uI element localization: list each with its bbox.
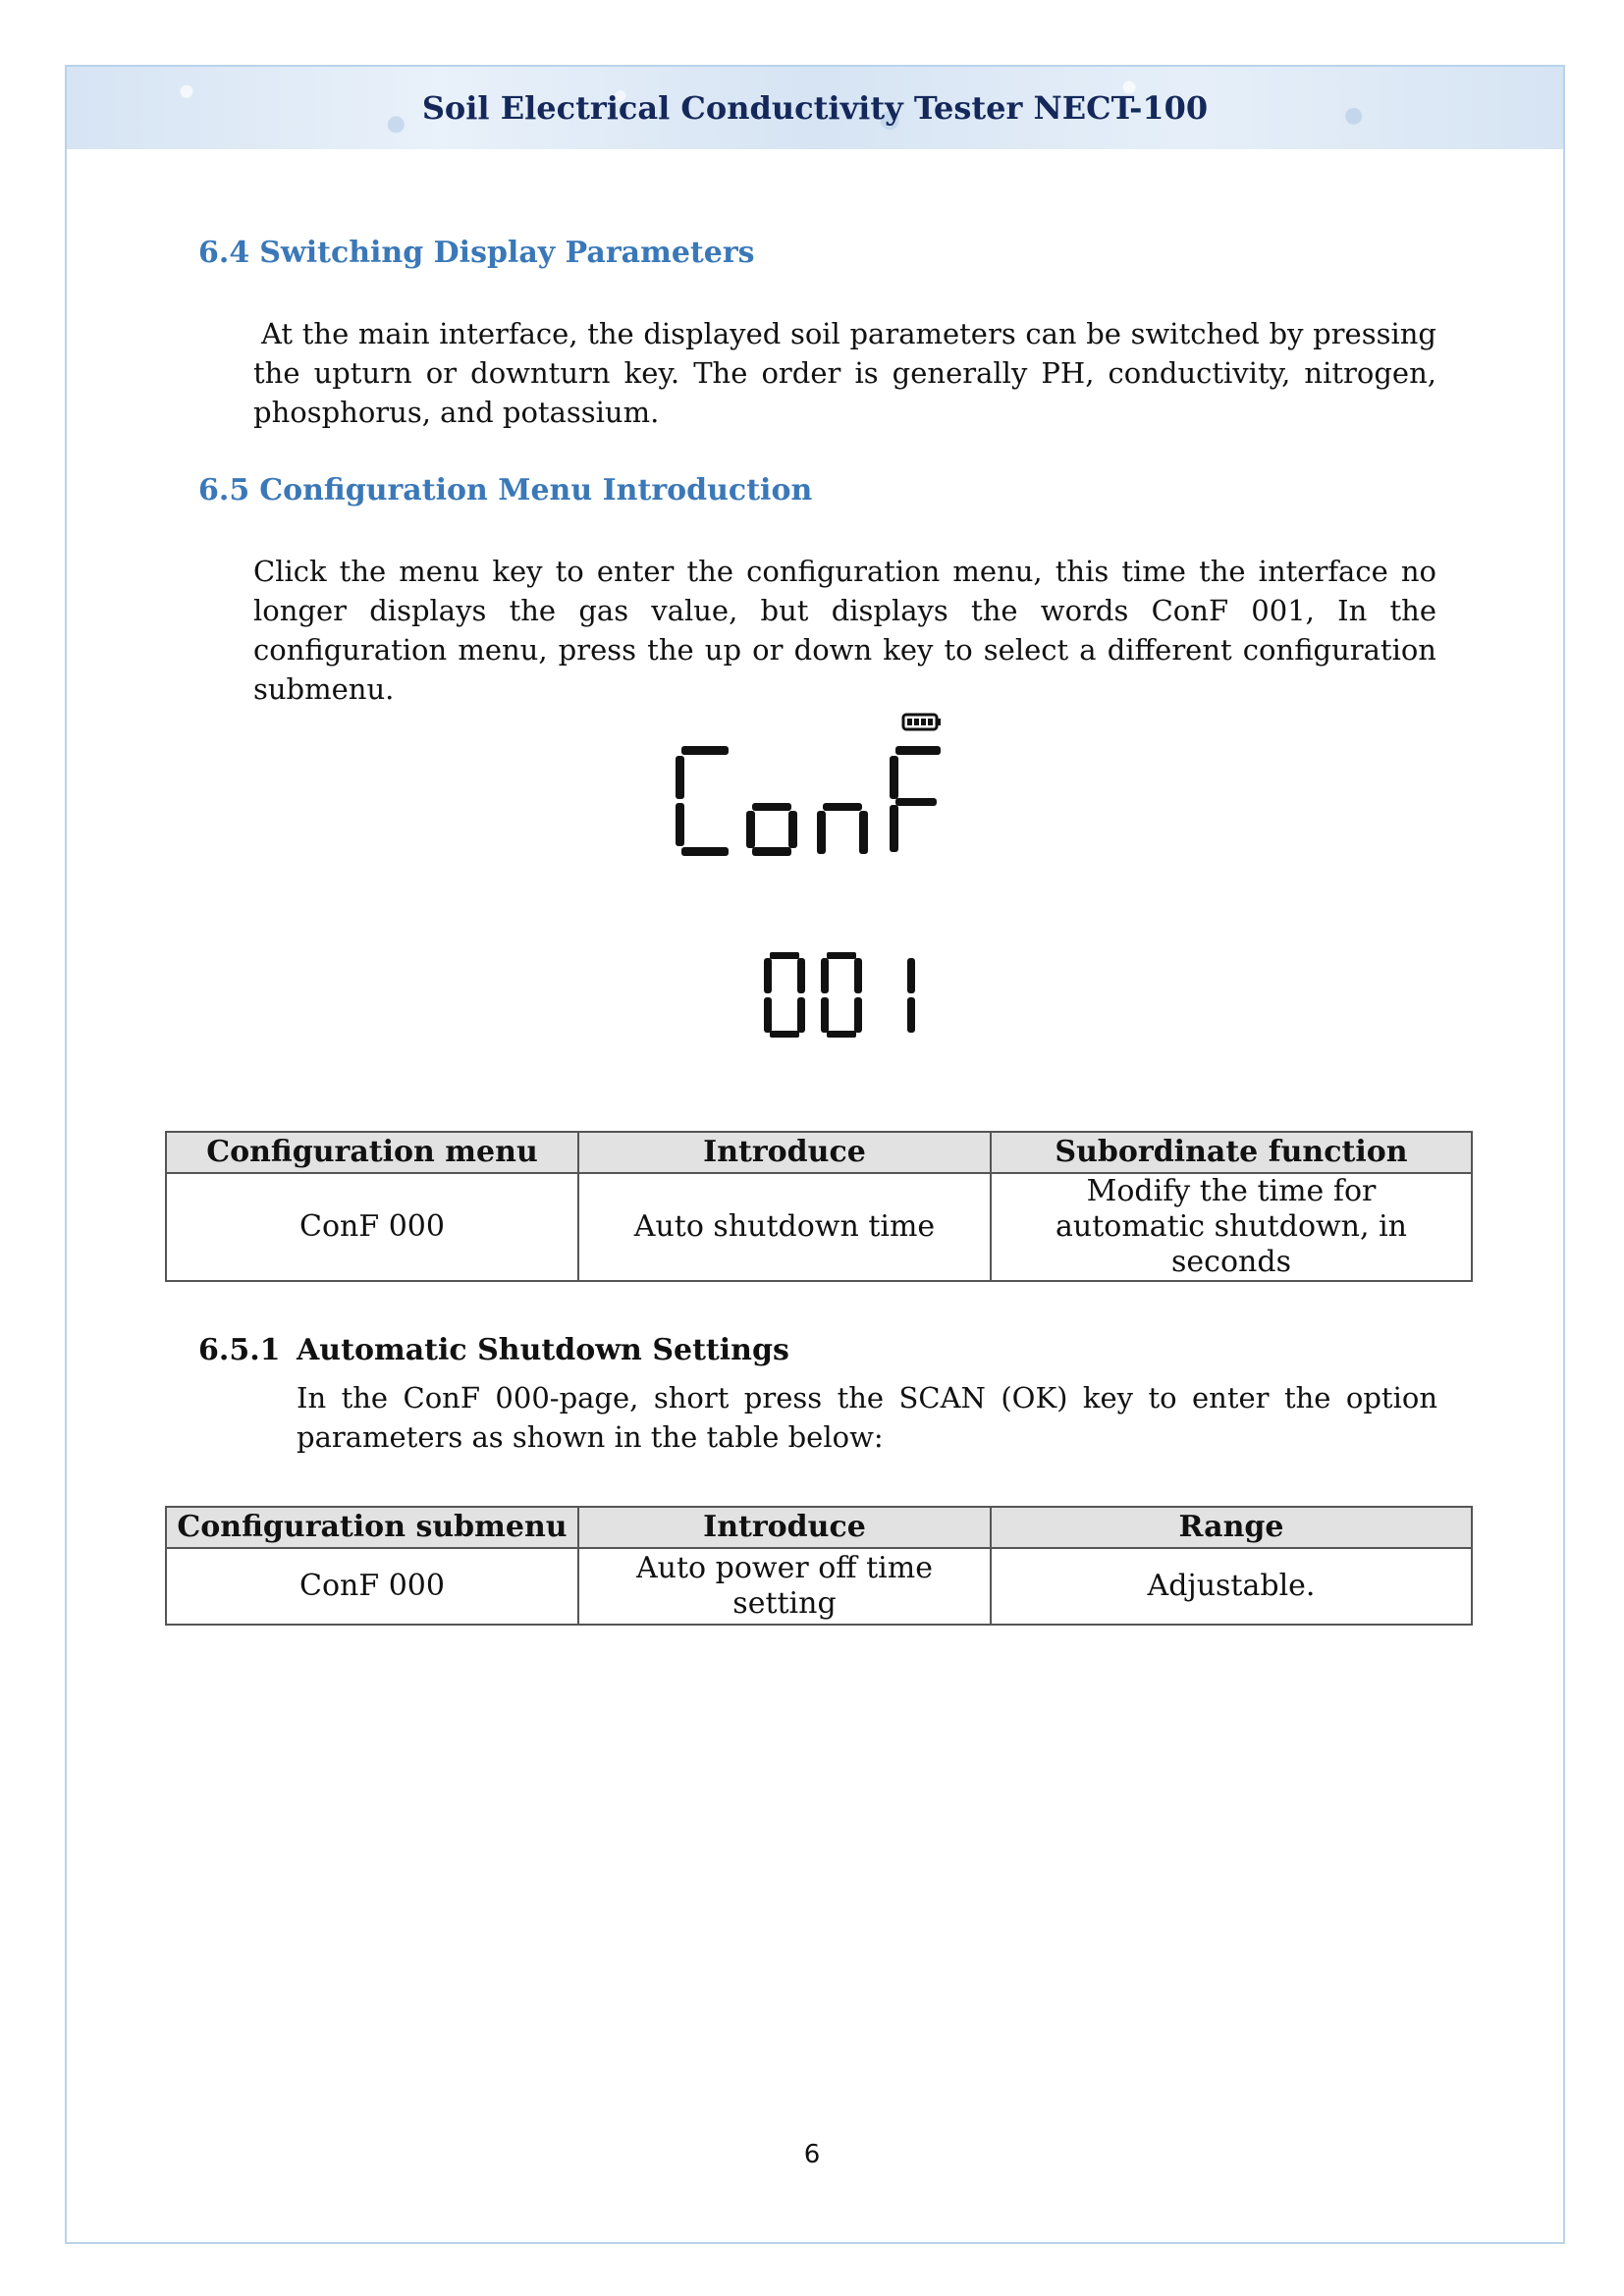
section-number: 6.5 [198, 473, 250, 507]
section-number: 6.5.1 [198, 1333, 281, 1367]
table-row [166, 1173, 1472, 1281]
lcd-text-conf [676, 746, 941, 856]
table-header-cell: Introduce [578, 1507, 991, 1548]
configuration-submenu-table [165, 1506, 1473, 1626]
section-6-5-body: Click the menu key to enter the configuration menu, this time the interface no longer displays the gas value, but displays the words ConF 001, In the configuration menu, press the up or down key to select a different configuration submenu. [253, 555, 1436, 706]
table-header-cell: Introduce [578, 1132, 991, 1173]
section-6-5-1-body: In the ConF 000-page, short press the SCAN (OK) key to enter the option parameters as shown in the table below: [297, 1381, 1437, 1454]
table-header-row [166, 1132, 1472, 1173]
table-cell: ConF 000 [166, 1173, 578, 1281]
lcd-display-illustration [668, 709, 962, 1047]
section-number: 6.4 [198, 236, 250, 270]
section-6-4-heading [198, 236, 755, 270]
table-header-cell: Range [991, 1507, 1472, 1548]
table-cell: Auto shutdown time [578, 1173, 991, 1281]
table-header-cell: Subordinate function [991, 1132, 1472, 1173]
section-title: Automatic Shutdown Settings [297, 1333, 789, 1367]
table-row [166, 1548, 1472, 1625]
table-cell: Modify the time for automatic shutdown, in seconds [991, 1173, 1472, 1281]
lcd-text-001 [764, 952, 915, 1038]
page-header [67, 67, 1563, 149]
table-cell: Adjustable. [991, 1548, 1472, 1625]
section-6-4-body: At the main interface, the displayed soil parameters can be switched by pressing the upturn or downturn key. The order is generally PH, conductivity, nitrogen, phosphorus, and potassium. [253, 317, 1436, 429]
table-header-cell: Configuration submenu [166, 1507, 578, 1548]
section-title: Switching Display Parameters [259, 236, 755, 270]
header-title: Soil Electrical Conductivity Tester NECT-100 [421, 89, 1209, 127]
page-number: 6 [803, 2140, 821, 2169]
section-6-5-1-heading [198, 1333, 789, 1367]
table-cell: ConF 000 [166, 1548, 578, 1625]
battery-icon [903, 715, 941, 729]
configuration-menu-table [165, 1131, 1473, 1282]
section-6-5-heading [198, 473, 812, 507]
section-title: Configuration Menu Introduction [259, 473, 813, 507]
table-header-cell: Configuration menu [166, 1132, 578, 1173]
table-cell: Auto power off time setting [578, 1548, 991, 1625]
table-header-row [166, 1507, 1472, 1548]
